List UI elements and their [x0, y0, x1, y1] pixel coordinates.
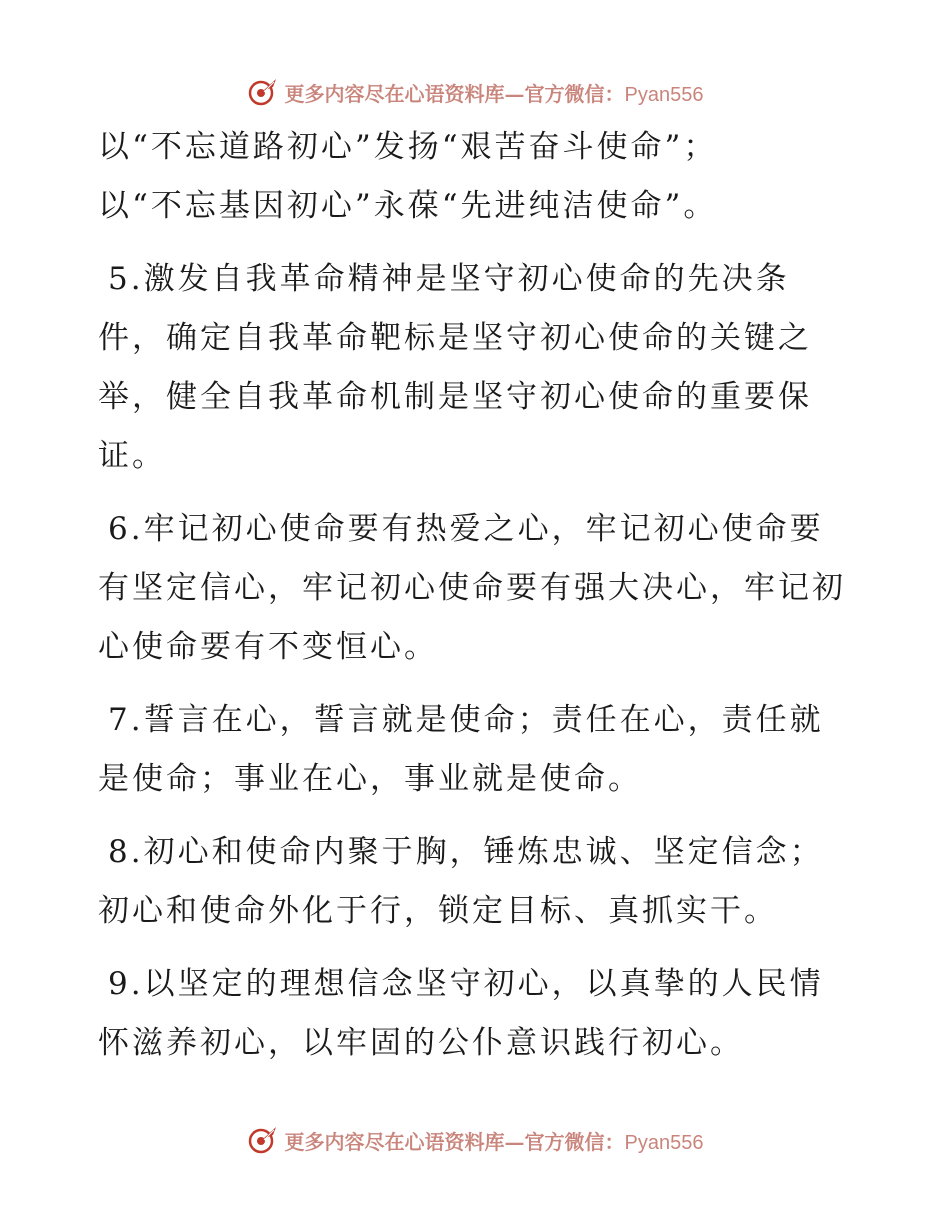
paragraph-item-6 — [98, 500, 858, 677]
paragraph-line: 证。 — [98, 438, 166, 474]
paragraph-line: 件，确定自我革命靶标是坚守初心使命的关键之 — [98, 320, 812, 356]
watermark-wechat-id: Pyan556 — [624, 83, 704, 106]
paragraph-line: 举，健全自我革命机制是坚守初心使命的重要保 — [98, 379, 812, 415]
quill-logo-icon — [247, 1124, 279, 1156]
paragraph-line: 心使命要有不变恒心。 — [98, 629, 438, 665]
paragraph-line: 9.以坚定的理想信念坚守初心，以真挚的人民情 — [108, 966, 824, 1002]
paragraph-line: 以“不忘基因初心”永葆“先进纯洁使命”。 — [98, 188, 718, 224]
quill-logo-icon — [247, 76, 279, 108]
paragraph-line: 8.初心和使命内聚于胸，锤炼忠诚、坚定信念； — [108, 834, 824, 870]
watermark-text: 更多内容尽在心语资料库—官方微信：Pyan556 — [284, 1129, 704, 1154]
paragraph-line: 以“不忘道路初心”发扬“艰苦奋斗使命”； — [98, 129, 718, 165]
footer-watermark — [0, 1120, 950, 1160]
paragraph-item-8 — [98, 823, 858, 941]
paragraph-line: 6.牢记初心使命要有热爱之心，牢记初心使命要 — [108, 511, 824, 547]
paragraph-item-9 — [98, 955, 858, 1073]
watermark-text: 更多内容尽在心语资料库—官方微信：Pyan556 — [284, 81, 704, 106]
paragraph-line: 是使命；事业在心，事业就是使命。 — [98, 761, 642, 797]
document-body — [98, 118, 858, 1087]
paragraph-line: 初心和使命外化于行，锁定目标、真抓实干。 — [98, 893, 778, 929]
paragraph-line: 5.激发自我革命精神是坚守初心使命的先决条 — [108, 261, 790, 297]
paragraph-1 — [98, 118, 858, 236]
paragraph-item-5 — [98, 250, 858, 486]
paragraph-line: 怀滋养初心，以牢固的公仆意识践行初心。 — [98, 1025, 744, 1061]
header-watermark — [0, 72, 950, 112]
watermark-wechat-id: Pyan556 — [624, 1131, 704, 1154]
paragraph-item-7 — [98, 691, 858, 809]
paragraph-line: 7.誓言在心，誓言就是使命；责任在心，责任就 — [108, 702, 824, 738]
paragraph-line: 有坚定信心，牢记初心使命要有强大决心，牢记初 — [98, 570, 846, 606]
